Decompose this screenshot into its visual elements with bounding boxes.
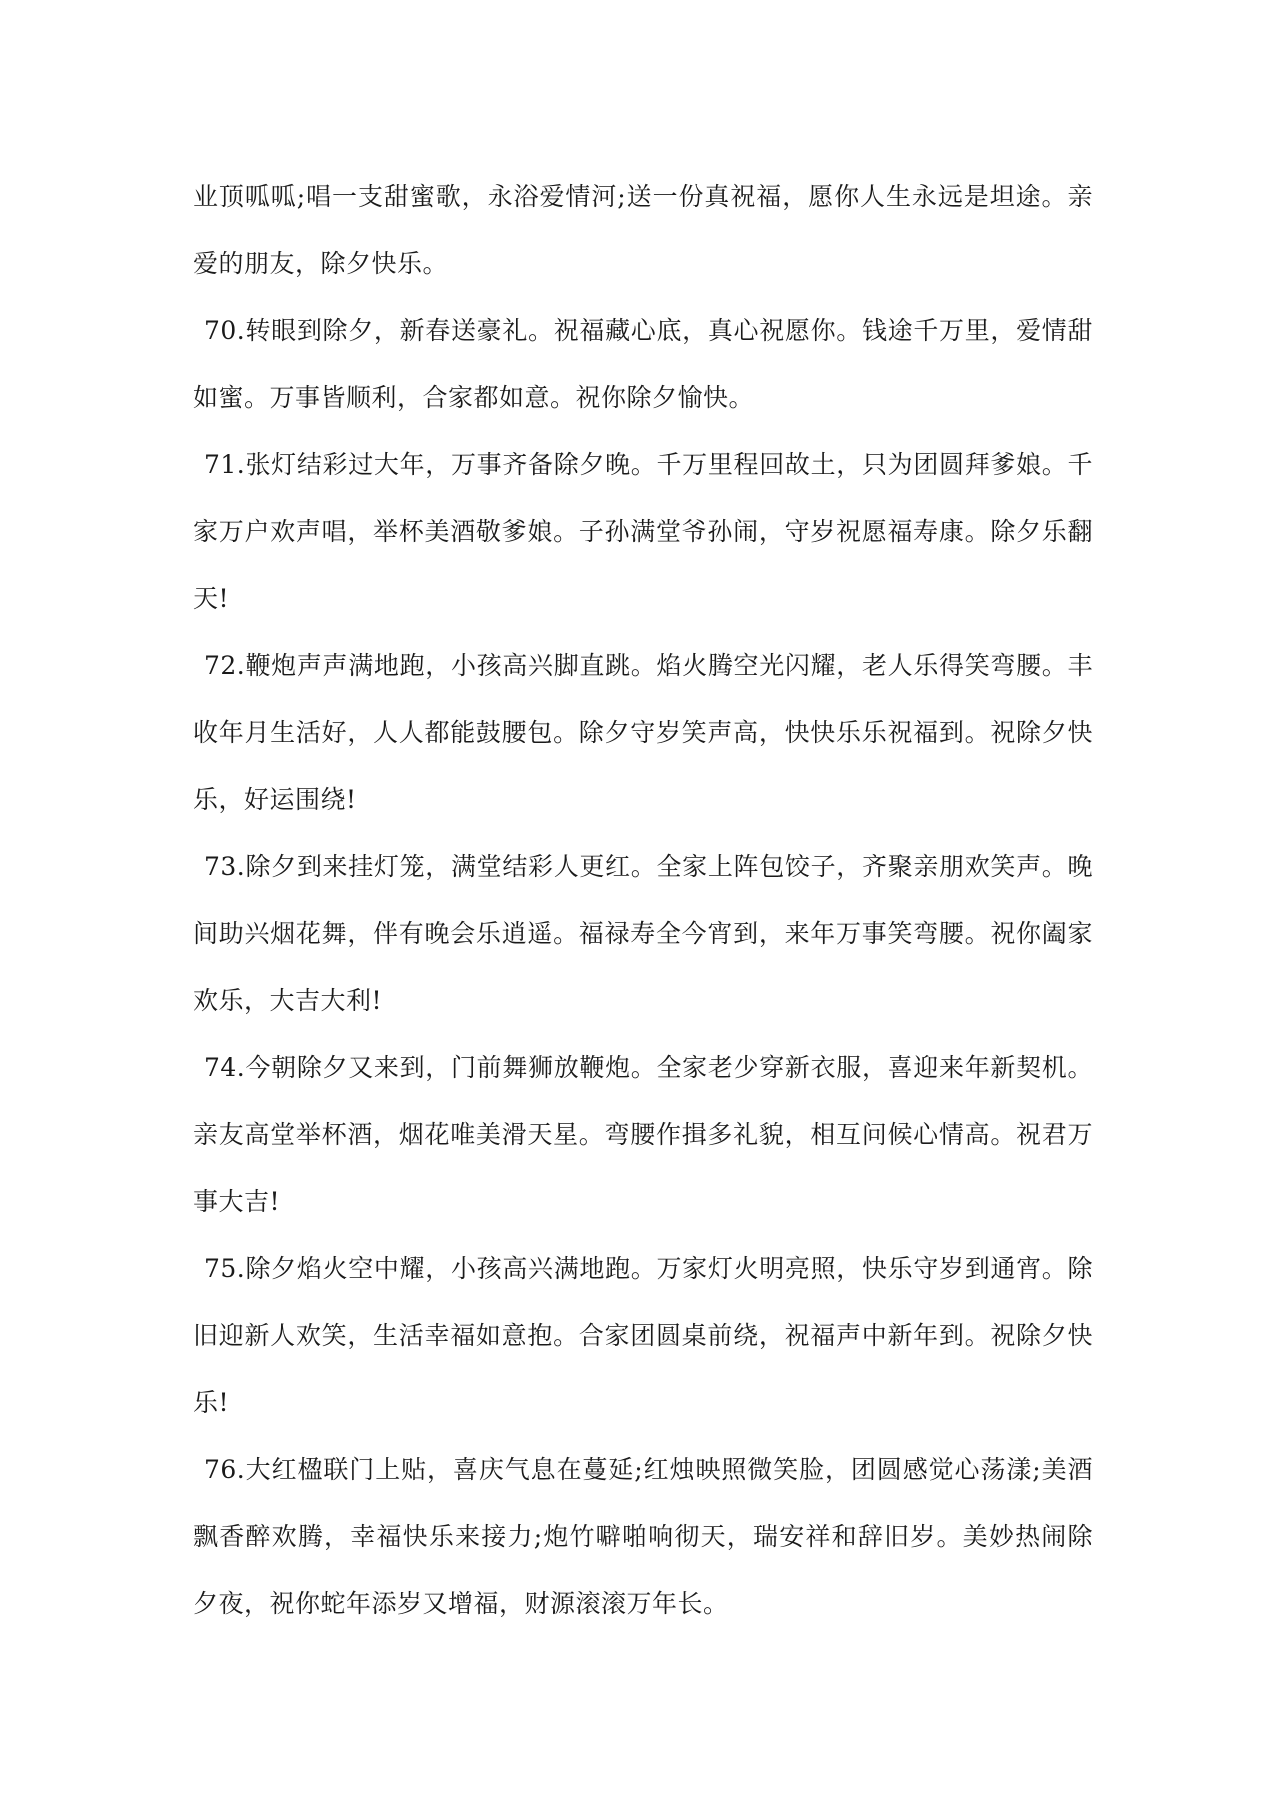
paragraph-item-71: 71.张灯结彩过大年，万事齐备除夕晚。千万里程回故土，只为团圆拜爹娘。千家万户欢声唱，举杯美酒敬爹娘。子孙满堂爷孙闹，守岁祝愿福寿康。除夕乐翻天! [193, 450, 1093, 613]
paragraph-item-76: 76.大红楹联门上贴，喜庆气息在蔓延;红烛映照微笑脸，团圆感觉心荡漾;美酒飘香醉欢腾，幸福快乐来接力;炮竹噼啪响彻天，瑞安祥和辞旧岁。美妙热闹除夕夜，祝你蛇年添岁又增福，财源滚滚万年长。 [193, 1455, 1093, 1618]
paragraph-item-73: 73.除夕到来挂灯笼，满堂结彩人更红。全家上阵包饺子，齐聚亲朋欢笑声。晚间助兴烟花舞，伴有晚会乐逍遥。福禄寿全今宵到，来年万事笑弯腰。祝你阖家欢乐，大吉大利! [193, 852, 1093, 1015]
paragraph-continuation: 业顶呱呱;唱一支甜蜜歌，永浴爱情河;送一份真祝福，愿你人生永远是坦途。亲爱的朋友，除夕快乐。 [193, 182, 1093, 278]
paragraph-item-70: 70.转眼到除夕，新春送豪礼。祝福藏心底，真心祝愿你。钱途千万里，爱情甜如蜜。万事皆顺利，合家都如意。祝你除夕愉快。 [193, 316, 1093, 412]
paragraph-item-74: 74.今朝除夕又来到，门前舞狮放鞭炮。全家老少穿新衣服，喜迎来年新契机。亲友高堂举杯酒，烟花唯美滑天星。弯腰作揖多礼貌，相互问候心情高。祝君万事大吉! [193, 1053, 1093, 1216]
paragraph-item-75: 75.除夕焰火空中耀，小孩高兴满地跑。万家灯火明亮照，快乐守岁到通宵。除旧迎新人欢笑，生活幸福如意抱。合家团圆桌前绕，祝福声中新年到。祝除夕快乐! [193, 1254, 1093, 1417]
document-body [193, 163, 1093, 1637]
paragraph-item-72: 72.鞭炮声声满地跑，小孩高兴脚直跳。焰火腾空光闪耀，老人乐得笑弯腰。丰收年月生活好，人人都能鼓腰包。除夕守岁笑声高，快快乐乐祝福到。祝除夕快乐，好运围绕! [193, 651, 1093, 814]
